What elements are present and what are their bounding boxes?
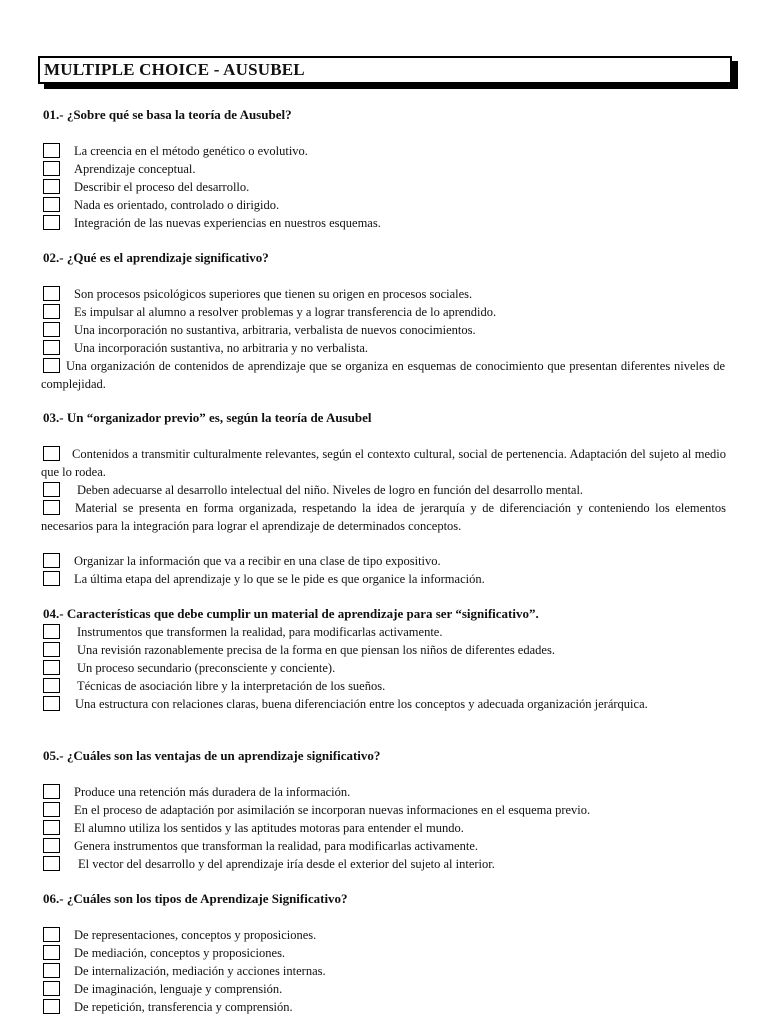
question-3: 03.- Un “organizador previo” es, según la teoría de Ausubel	[43, 410, 372, 425]
option-4d[interactable]: Técnicas de asociación libre y la interpretación de los sueños.	[43, 677, 726, 695]
checkbox[interactable]	[43, 215, 60, 230]
option-1e[interactable]: Integración de las nuevas experiencias en nuestros esquemas.	[43, 214, 726, 232]
checkbox[interactable]	[43, 358, 60, 373]
option-5a[interactable]: Produce una retención más duradera de la información.	[43, 783, 726, 801]
option-5e[interactable]: El vector del desarrollo y del aprendizaje iría desde el exterior del sujeto al interior.	[43, 855, 726, 873]
option-2a[interactable]: Son procesos psicológicos superiores que tienen su origen en procesos sociales.	[43, 285, 726, 303]
checkbox[interactable]	[43, 161, 60, 176]
checkbox[interactable]	[43, 482, 60, 497]
checkbox[interactable]	[43, 999, 60, 1014]
checkbox[interactable]	[43, 820, 60, 835]
checkbox[interactable]	[43, 143, 60, 158]
question-2: 02.- ¿Qué es el aprendizaje significativo?	[43, 250, 269, 265]
option-1b[interactable]: Aprendizaje conceptual.	[43, 160, 726, 178]
question-6: 06.- ¿Cuáles son los tipos de Aprendizaje Significativo?	[43, 891, 348, 906]
checkbox[interactable]	[43, 963, 60, 978]
checkbox[interactable]	[43, 179, 60, 194]
option-4a[interactable]: Instrumentos que transformen la realidad, para modificarlas activamente.	[43, 623, 726, 641]
checkbox[interactable]	[43, 322, 60, 337]
option-3b[interactable]: Deben adecuarse al desarrollo intelectual del niño. Niveles de logro en función del desarrollo mental.	[43, 481, 726, 499]
option-2b[interactable]: Es impulsar al alumno a resolver problemas y a lograr transferencia de lo aprendido.	[43, 303, 726, 321]
option-1a[interactable]: La creencia en el método genético o evolutivo.	[43, 142, 726, 160]
option-6d[interactable]: De imaginación, lenguaje y comprensión.	[43, 980, 726, 998]
checkbox[interactable]	[43, 696, 60, 711]
checkbox[interactable]	[43, 304, 60, 319]
option-3e[interactable]: La última etapa del aprendizaje y lo que se le pide es que organice la información.	[43, 570, 726, 588]
checkbox[interactable]	[43, 553, 60, 568]
checkbox[interactable]	[43, 286, 60, 301]
option-6b[interactable]: De mediación, conceptos y proposiciones.	[43, 944, 726, 962]
option-4e[interactable]: Una estructura con relaciones claras, buena diferenciación entre los conceptos y adecuada organización jerárquica.	[43, 695, 726, 713]
option-2d[interactable]: Una incorporación sustantiva, no arbitraria y no verbalista.	[43, 339, 726, 357]
option-3d[interactable]: Organizar la información que va a recibir en una clase de tipo expositivo.	[43, 552, 726, 570]
option-5b[interactable]: En el proceso de adaptación por asimilación se incorporan nuevas informaciones en el esquema previo.	[43, 801, 726, 819]
option-1d[interactable]: Nada es orientado, controlado o dirigido.	[43, 196, 726, 214]
page-title: MULTIPLE CHOICE - AUSUBEL	[44, 60, 305, 79]
option-3c[interactable]: Material se presenta en forma organizada, respetando la idea de jerarquía y de diferenciación y conteniendo los elementos necesarios para la integración para lograr el aprendizaje de determinados conceptos.	[41, 501, 726, 533]
option-6a[interactable]: De representaciones, conceptos y proposiciones.	[43, 926, 726, 944]
checkbox[interactable]	[43, 642, 60, 657]
checkbox[interactable]	[43, 571, 60, 586]
option-4c[interactable]: Un proceso secundario (preconsciente y conciente).	[43, 659, 726, 677]
checkbox[interactable]	[43, 981, 60, 996]
option-2e[interactable]: Una organización de contenidos de aprendizaje que se organiza en esquemas de conocimiento que presentan diferentes niveles de complejidad.	[41, 359, 725, 391]
checkbox[interactable]	[43, 856, 60, 871]
checkbox[interactable]	[43, 660, 60, 675]
option-3a[interactable]: Contenidos a transmitir culturalmente relevantes, según el contexto cultural, social de pertenencia. Adaptación del sujeto al medio que lo rodea.	[41, 447, 726, 479]
option-1c[interactable]: Describir el proceso del desarrollo.	[43, 178, 726, 196]
checkbox[interactable]	[43, 340, 60, 355]
checkbox[interactable]	[43, 838, 60, 853]
question-4: 04.- Características que debe cumplir un material de aprendizaje para ser “significativo”.	[43, 606, 539, 621]
question-5: 05.- ¿Cuáles son las ventajas de un aprendizaje significativo?	[43, 748, 381, 763]
option-5c[interactable]: El alumno utiliza los sentidos y las aptitudes motoras para entender el mundo.	[43, 819, 726, 837]
checkbox[interactable]	[43, 624, 60, 639]
checkbox[interactable]	[43, 678, 60, 693]
checkbox[interactable]	[43, 802, 60, 817]
option-6e[interactable]: De repetición, transferencia y comprensión.	[43, 998, 726, 1016]
title-box	[38, 56, 732, 84]
checkbox[interactable]	[43, 945, 60, 960]
option-4b[interactable]: Una revisión razonablemente precisa de la forma en que piensan los niños de diferentes edades.	[43, 641, 726, 659]
option-6c[interactable]: De internalización, mediación y acciones internas.	[43, 962, 726, 980]
checkbox[interactable]	[43, 927, 60, 942]
checkbox[interactable]	[43, 446, 60, 461]
question-1: 01.- ¿Sobre qué se basa la teoría de Ausubel?	[43, 107, 292, 122]
option-2c[interactable]: Una incorporación no sustantiva, arbitraria, verbalista de nuevos conocimientos.	[43, 321, 726, 339]
checkbox[interactable]	[43, 197, 60, 212]
checkbox[interactable]	[43, 784, 60, 799]
option-5d[interactable]: Genera instrumentos que transforman la realidad, para modificarlas activamente.	[43, 837, 726, 855]
checkbox[interactable]	[43, 500, 60, 515]
